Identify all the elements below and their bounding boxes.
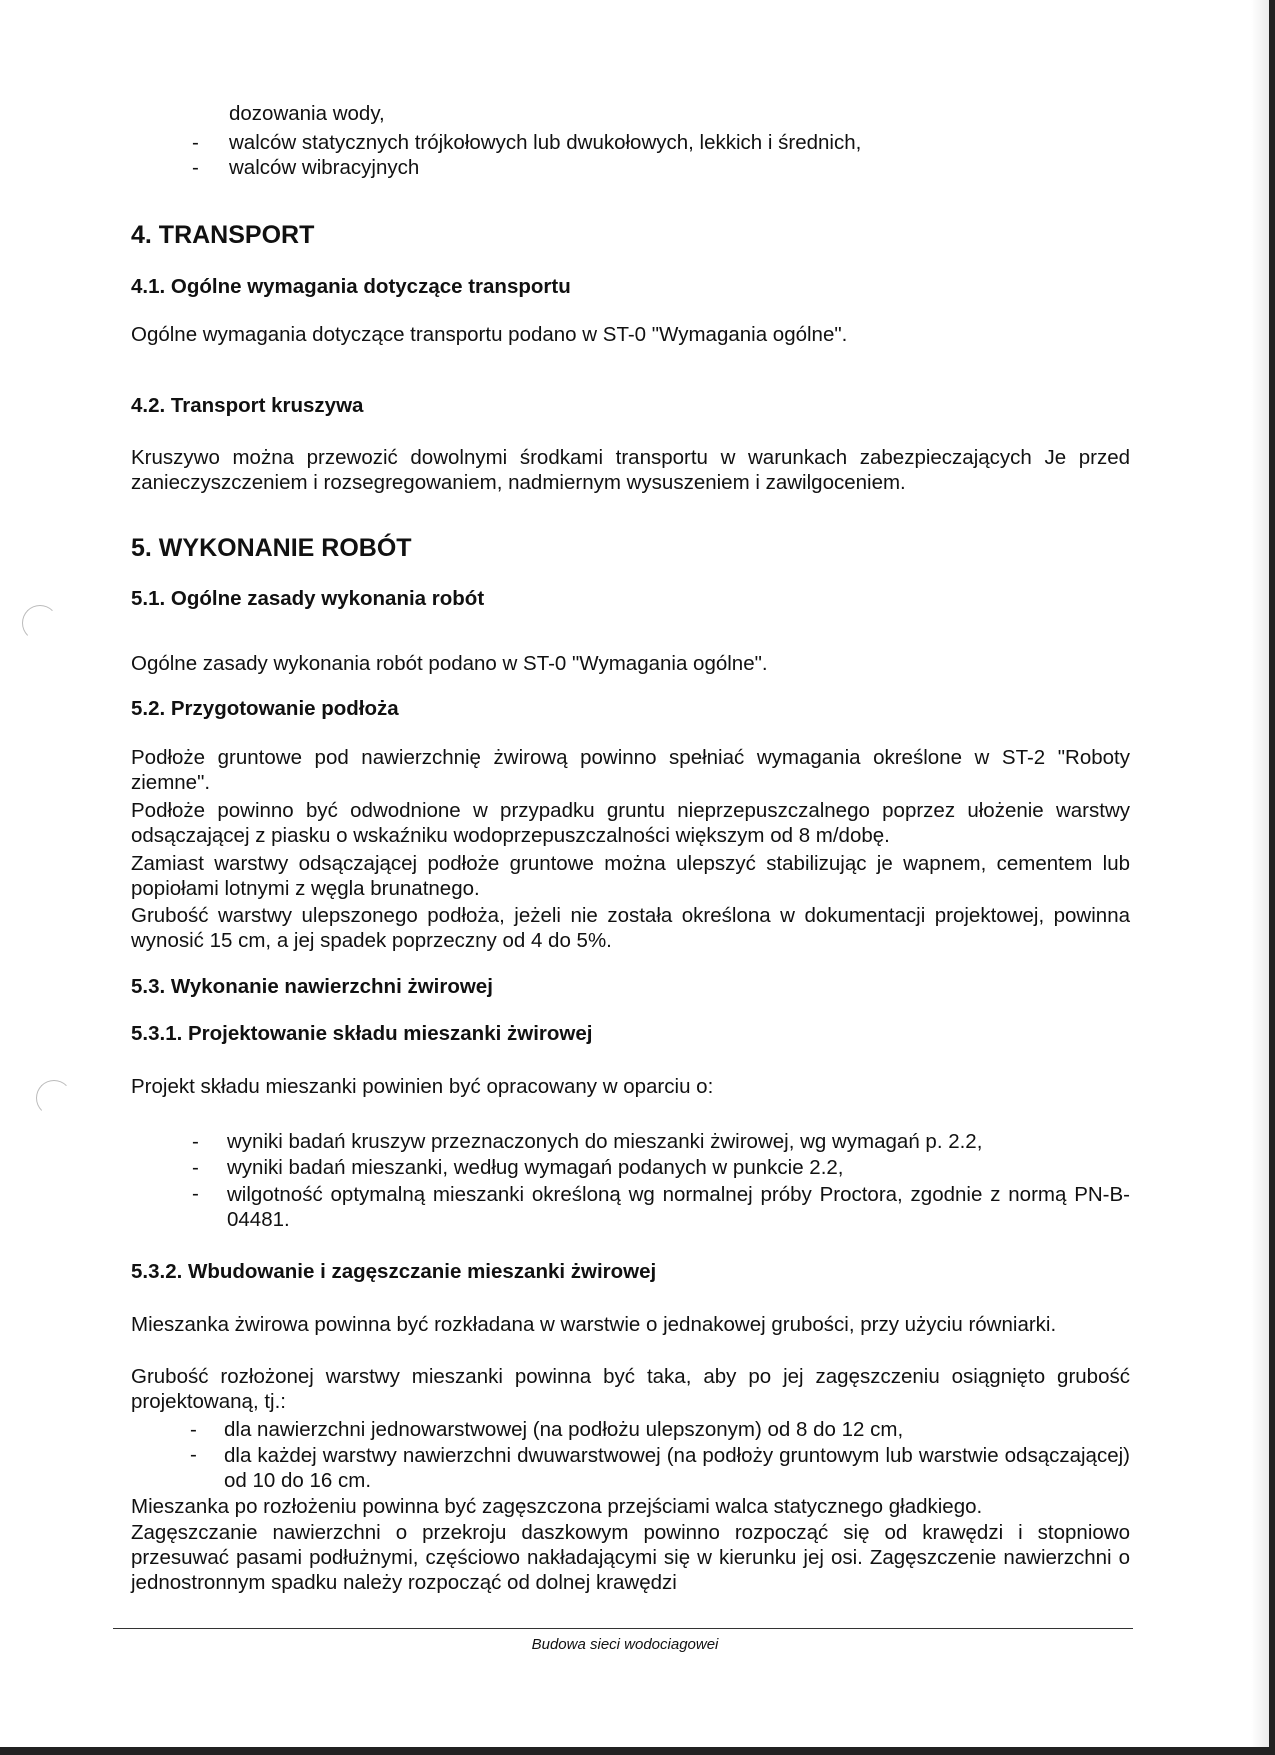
bullet-dash: - xyxy=(190,1443,197,1466)
subsubsection-heading: 5.3.1. Projektowanie składu mieszanki żwirowej xyxy=(131,1022,593,1045)
list-item: wilgotność optymalną mieszanki określoną wg normalnej próby Proctora, zgodnie z normą PN-B-04481. xyxy=(227,1183,1130,1231)
subsection-heading: 5.3. Wykonanie nawierzchni żwirowej xyxy=(131,975,493,998)
paragraph: Zagęszczanie nawierzchni o przekroju daszkowym powinno rozpocząć się od krawędzi i stopniowo przesuwać pasami podłużnymi, częściowo nakładającymi się w kierunku jej osi. Zagęszczenie nawierzchni o jednostronnym spadku należy rozpocząć od dolnej krawędzi xyxy=(131,1521,1130,1594)
punch-hole xyxy=(22,605,58,641)
list-item: walców statycznych trójkołowych lub dwukołowych, lekkich i średnich, xyxy=(229,131,862,154)
bullet-dash: - xyxy=(192,131,199,154)
bullet-dash: - xyxy=(190,1418,197,1441)
subsection-heading: 5.2. Przygotowanie podłoża xyxy=(131,697,399,720)
list-item: dla każdej warstwy nawierzchni dwuwarstwowej (na podłoży gruntowym lub warstwie odsączającej) od 10 do 16 cm. xyxy=(224,1444,1130,1492)
list-continuation-line: dozowania wody, xyxy=(229,102,385,125)
paragraph: Mieszanka żwirowa powinna być rozkładana w warstwie o jednakowej grubości, przy użyciu równiarki. xyxy=(131,1313,1057,1336)
paragraph: Podłoże powinno być odwodnione w przypadku gruntu nieprzepuszczalnego poprzez ułożenie warstwy odsączającej z piasku o wskaźniku wodoprzepuszczalności większym od 8 m/dobę. xyxy=(131,799,1130,847)
paragraph: Mieszanka po rozłożeniu powinna być zagęszczona przejściami walca statycznego gładkiego. xyxy=(131,1495,983,1518)
scan-edge-right xyxy=(1269,0,1275,1755)
bullet-dash: - xyxy=(192,1182,199,1205)
list-item: walców wibracyjnych xyxy=(229,156,420,179)
paragraph: Podłoże gruntowe pod nawierzchnię żwirową powinno spełniać wymagania określone w ST-2 "Roboty ziemne". xyxy=(131,746,1130,794)
bullet-dash: - xyxy=(192,1130,199,1153)
page-footer: Budowa sieci wodociagowei xyxy=(531,1636,719,1653)
paragraph: Ogólne zasady wykonania robót podano w ST-0 "Wymagania ogólne". xyxy=(131,652,768,675)
list-item: dla nawierzchni jednowarstwowej (na podłożu ulepszonym) od 8 do 12 cm, xyxy=(224,1418,904,1441)
subsection-heading: 4.2. Transport kruszywa xyxy=(131,394,364,417)
subsection-heading: 4.1. Ogólne wymagania dotyczące transportu xyxy=(131,275,571,298)
paragraph: Grubość warstwy ulepszonego podłoża, jeżeli nie została określona w dokumentacji projektowej, powinna wynosić 15 cm, a jej spadek poprzeczny od 4 do 5%. xyxy=(131,904,1130,952)
list-item: wyniki badań kruszyw przeznaczonych do mieszanki żwirowej, wg wymagań p. 2.2, xyxy=(227,1130,983,1153)
paragraph: Ogólne wymagania dotyczące transportu podano w ST-0 "Wymagania ogólne". xyxy=(131,323,848,346)
subsubsection-heading: 5.3.2. Wbudowanie i zagęszczanie mieszanki żwirowej xyxy=(131,1260,657,1283)
paragraph: Zamiast warstwy odsączającej podłoże gruntowe można ulepszyć stabilizując je wapnem, cementem lub popiołami lotnymi z węgla brunatnego. xyxy=(131,852,1130,900)
bullet-dash: - xyxy=(192,1156,199,1179)
punch-hole xyxy=(36,1080,72,1116)
scan-edge-bottom xyxy=(0,1747,1275,1755)
section-heading: 4. TRANSPORT xyxy=(131,221,315,249)
section-heading: 5. WYKONANIE ROBÓT xyxy=(131,534,412,562)
paragraph: Grubość rozłożonej warstwy mieszanki powinna być taka, aby po jej zagęszczeniu osiągnięto grubość projektowaną, tj.: xyxy=(131,1365,1130,1413)
list-item: wyniki badań mieszanki, według wymagań podanych w punkcie 2.2, xyxy=(227,1156,844,1179)
scan-shadow xyxy=(1251,0,1269,1755)
paragraph: Projekt składu mieszanki powinien być opracowany w oparciu o: xyxy=(131,1075,714,1098)
bullet-dash: - xyxy=(192,156,199,179)
subsection-heading: 5.1. Ogólne zasady wykonania robót xyxy=(131,587,485,610)
footer-rule xyxy=(113,1628,1133,1629)
paragraph: Kruszywo można przewozić dowolnymi środkami transportu w warunkach zabezpieczających Je przed zanieczyszczeniem i rozsegregowaniem, nadmiernym wysuszeniem i zawilgoceniem. xyxy=(131,446,1130,494)
